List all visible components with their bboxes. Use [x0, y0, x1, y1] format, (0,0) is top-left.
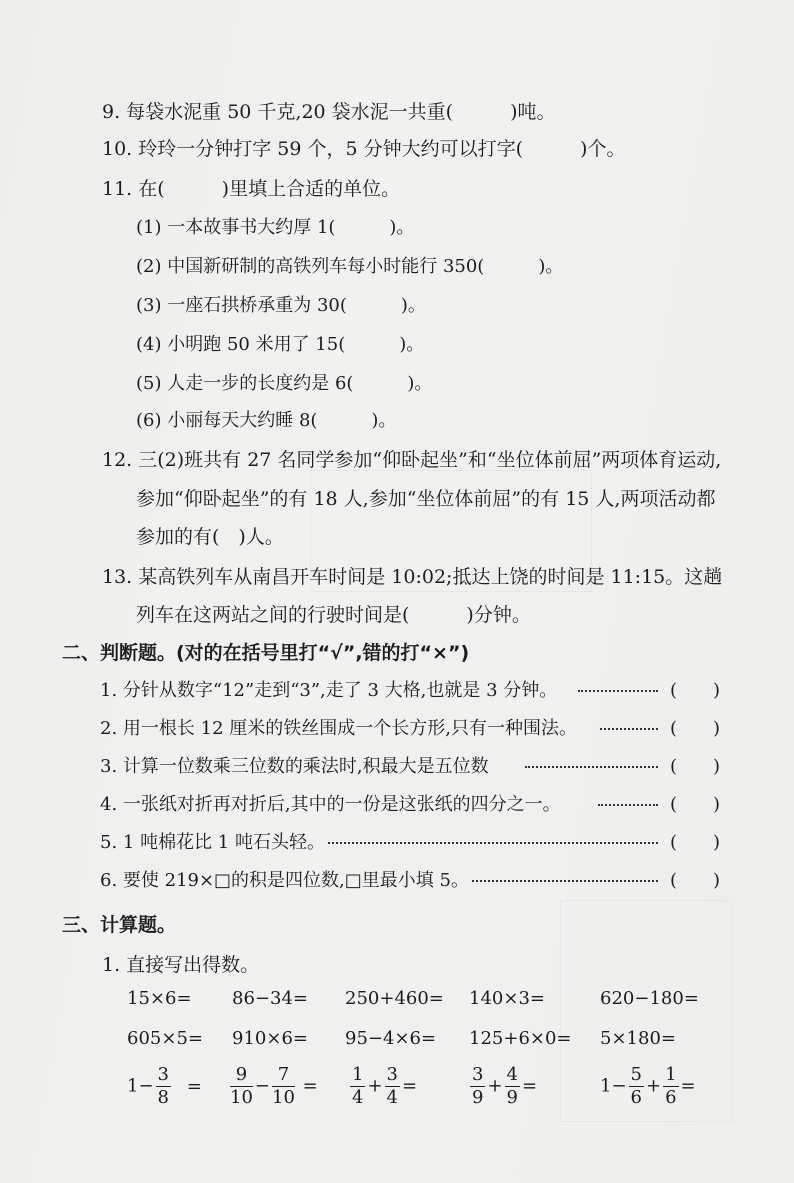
fraction	[470, 1064, 485, 1109]
calc-item: 5×180=	[600, 1028, 676, 1049]
fraction	[230, 1064, 253, 1109]
denominator: 10	[272, 1087, 295, 1108]
section-3-title: 三、计算题。	[62, 914, 177, 936]
fraction	[505, 1064, 520, 1109]
calc-item: 140×3=	[469, 988, 545, 1009]
answer-parentheses[interactable]: ( )	[669, 870, 720, 891]
equals-sign: =	[402, 1075, 418, 1097]
question-11-item-3: (3) 一座石拱桥承重为 30( )。	[136, 295, 426, 316]
section-3-sub-1: 1. 直接写出得数。	[102, 954, 260, 976]
true-false-item-3	[100, 752, 720, 780]
question-10: 10. 玲玲一分钟打字 59 个，5 分钟大约可以打字( )个。	[102, 138, 626, 160]
numerator: 5	[630, 1064, 642, 1085]
denominator: 4	[386, 1087, 398, 1108]
true-false-item-5	[100, 828, 720, 856]
operator: +	[367, 1075, 383, 1097]
fraction	[156, 1064, 171, 1109]
question-13-line-1: 13. 某高铁列车从南昌开车时间是 10:02;抵达上饶的时间是 11:15。这趟	[102, 566, 723, 588]
fraction-calc-c	[348, 1064, 417, 1109]
numerator: 1	[665, 1064, 677, 1085]
answer-parentheses[interactable]: ( )	[669, 794, 720, 815]
fraction-calc-a	[127, 1064, 202, 1109]
fraction-calc-d	[468, 1064, 537, 1109]
true-false-text: 1. 分针从数字“12”走到“3”,走了 3 大格,也就是 3 分钟。	[100, 680, 558, 701]
numerator: 3	[157, 1064, 169, 1085]
denominator: 9	[506, 1087, 518, 1108]
calc-item: 86−34=	[232, 988, 308, 1009]
question-12-line-1: 12. 三(2)班共有 27 名同学参加“仰卧起坐”和“坐位体前屈”两项体育运动,	[102, 449, 722, 471]
fraction-calc-e	[600, 1064, 696, 1109]
true-false-text: 4. 一张纸对折再对折后,其中的一份是这张纸的四分之一。	[100, 794, 561, 815]
operator: +	[646, 1075, 662, 1097]
true-false-text: 3. 计算一位数乘三位数的乘法时,积最大是五位数	[100, 756, 489, 777]
calc-item: 95−4×6=	[345, 1028, 437, 1049]
denominator: 6	[665, 1087, 677, 1108]
true-false-text: 5. 1 吨棉花比 1 吨石头轻。	[100, 832, 325, 853]
fraction-calc-b	[228, 1064, 318, 1109]
true-false-item-2	[100, 714, 720, 742]
numerator: 4	[506, 1064, 518, 1085]
equals-sign: =	[522, 1075, 538, 1097]
leader-dots	[578, 690, 658, 692]
question-12-line-2: 参加“仰卧起坐”的有 18 人,参加“坐位体前屈”的有 15 人,两项活动都	[136, 488, 716, 510]
leader-dots	[328, 842, 658, 844]
fraction	[385, 1064, 400, 1109]
leader-dots	[525, 766, 658, 768]
answer-parentheses[interactable]: ( )	[669, 756, 720, 777]
numerator: 1	[352, 1064, 364, 1085]
operator: +	[487, 1075, 503, 1097]
calc-prefix: 1−	[127, 1075, 154, 1097]
calc-item: 15×6=	[127, 988, 192, 1009]
denominator: 8	[157, 1087, 169, 1108]
question-11-item-4: (4) 小明跑 50 米用了 15( )。	[136, 334, 425, 355]
question-13-line-2: 列车在这两站之间的行驶时间是( )分钟。	[136, 604, 531, 626]
answer-parentheses[interactable]: ( )	[669, 718, 720, 739]
calc-prefix: 1−	[600, 1075, 627, 1097]
answer-parentheses[interactable]: ( )	[669, 832, 720, 853]
question-12-line-3: 参加的有( )人。	[136, 526, 284, 548]
denominator: 9	[472, 1087, 484, 1108]
true-false-text: 2. 用一根长 12 厘米的铁丝围成一个长方形,只有一种围法。	[100, 718, 577, 739]
operator: −	[254, 1075, 270, 1097]
numerator: 3	[386, 1064, 398, 1085]
fraction	[629, 1064, 644, 1109]
fraction	[663, 1064, 678, 1109]
denominator: 10	[230, 1087, 253, 1108]
true-false-item-6	[100, 866, 720, 894]
question-11-item-2: (2) 中国新研制的高铁列车每小时能行 350( )。	[136, 256, 564, 277]
denominator: 6	[630, 1087, 642, 1108]
calc-item: 250+460=	[345, 988, 444, 1009]
equals-sign: =	[302, 1075, 318, 1097]
equals-sign: =	[186, 1075, 202, 1097]
calc-item: 605×5=	[127, 1028, 203, 1049]
leader-dots	[472, 880, 658, 882]
calc-item: 910×6=	[232, 1028, 308, 1049]
calc-item: 620−180=	[600, 988, 699, 1009]
question-9: 9. 每袋水泥重 50 千克,20 袋水泥一共重( )吨。	[102, 101, 556, 123]
question-11-item-1: (1) 一本故事书大约厚 1( )。	[136, 217, 415, 238]
denominator: 4	[352, 1087, 364, 1108]
true-false-text: 6. 要使 219×□的积是四位数,□里最小填 5。	[100, 870, 469, 891]
numerator: 7	[272, 1064, 295, 1087]
true-false-item-4	[100, 790, 720, 818]
fraction	[272, 1064, 295, 1109]
fraction	[350, 1064, 365, 1109]
leader-dots	[598, 804, 658, 806]
question-11-item-5: (5) 人走一步的长度约是 6( )。	[136, 373, 433, 394]
section-2-title: 二、判断题。(对的在括号里打“√”,错的打“×”)	[62, 642, 470, 664]
numerator: 9	[230, 1064, 253, 1087]
question-11: 11. 在( )里填上合适的单位。	[102, 178, 401, 200]
question-11-item-6: (6) 小丽每天大约睡 8( )。	[136, 410, 397, 431]
true-false-item-1	[100, 676, 720, 704]
leader-dots	[600, 728, 658, 730]
answer-parentheses[interactable]: ( )	[669, 680, 720, 701]
equals-sign: =	[680, 1075, 696, 1097]
calc-item: 125+6×0=	[469, 1028, 572, 1049]
numerator: 3	[472, 1064, 484, 1085]
